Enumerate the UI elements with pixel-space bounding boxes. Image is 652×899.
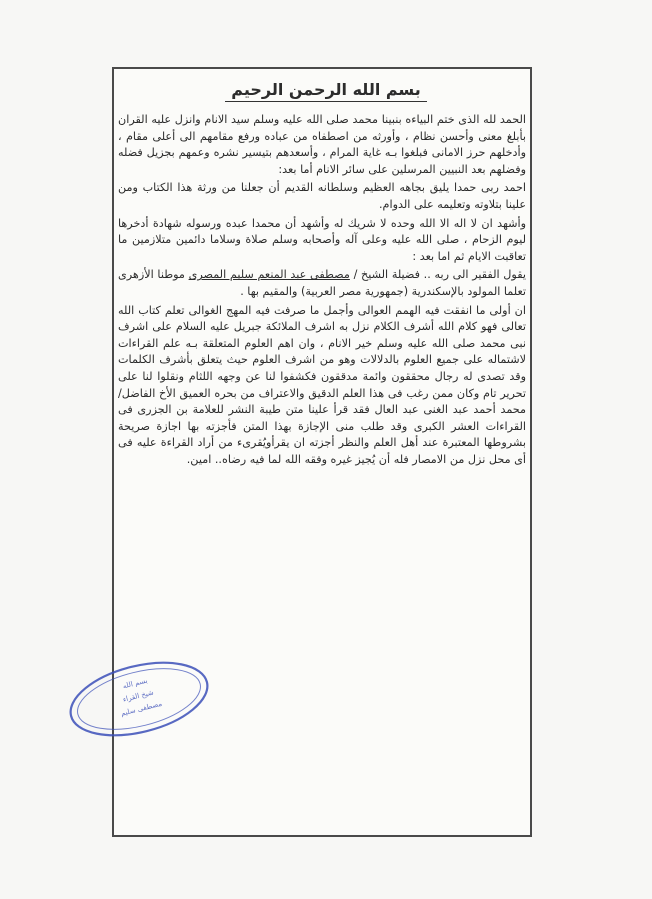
paragraph-intro (118, 267, 526, 300)
basmala-heading (0, 80, 652, 99)
teacher-name: مصطفى عبد المنعم سليم المصرى (188, 268, 350, 282)
paragraph-praise: احمد ربى حمدا يليق بجاهه العظيم وسلطانه القديم أن جعلنا من ورثة هذا الكتاب ومن علينا بتلاوته وتعليمه على الدوام. (118, 181, 526, 211)
paragraph-testimony: وأشهد ان لا اله الا الله وحده لا شريك له وأشهد أن محمدا عبده ورسوله شهادة أدخرها ليوم الزحام ، صلى الله عليه وعلى آله وأصحابه وسلم صلاة وسلاما دائمين متلازمين ما تعاقبت الايام ثم اما بعد : (118, 216, 526, 263)
intro-prefix: يقول الفقير الى ربه .. فضيلة الشيخ / (349, 268, 526, 282)
paragraph-opening: الحمد لله الذى ختم البياءه بنبينا محمد صلى الله عليه وسلم سيد الانام وانزل عليه القران بأبلغ معنى وأحسن نظام ، وأورثه من اصطفاه من عباده ورفع مقامهم الى أعلى مقام ، وأدخلهم حرز الامانى فبلغوا بـه غاية المرام ، وأسعدهم بتيسير نشره وعمهم بجزيل فضله وفضلهم بعد النبيين المرسلين على سائر الانام أما بعد: (118, 113, 526, 176)
certificate-body (118, 112, 526, 470)
intro-suffix: موطنا الأزهرى تعلما المولود بالإسكندرية (جمهورية مصر العربية) والمقيم بها . (118, 268, 526, 298)
basmala-text: بسم الله الرحمن الرحيم (225, 80, 426, 102)
stamp-line-3: مصطفى سليم (120, 699, 163, 718)
paragraph-ijazah: ان أولى ما انفقت فيه الهمم العوالى وأجمل ما صرفت فيه المهج الغوالى تعلم كتاب الله تعالى فهو كلام الله أشرف الكلام نزل به اشرف الملائكة جبريل عليه السلام على اشرف نبى محمد صلى الله عليه وسلم خير الانام ، وان اهم العلوم المتعلقة بـه علم القراءات لاشتماله على جميع العلوم بالدلالات وهو من اشرف العلوم حيث يتعلق بأشرف الكلمات وقد تصدى له رجال محققون وائمة مدققون فكشفوا لنا عن وجهه اللثام ونقلوا لنا على تحرير تام وكان ممن رغب فى هذا العلم الدقيق والاعتراف من بحره العميق الأخ الفاضل/محمد أحمد عبد الغنى عبد العال فقد قرأ علينا متن طيبة النشر للعلامة بن الجزرى فى القراءات العشر الكبرى وقد طلب منى الإجازة بهذا المتن فأجزته بها اجازة صريحة بشروطها المعتبرة عند أهل العلم والنظر أجزته ان يقرأويُقرىء من أراد القراءة عليه فى أى محل نزل من الامصار فله أن يُجيز غيره وفقه الله لما فيه رضاه.. امين. (118, 303, 526, 466)
stamp-line-1: بسم الله (121, 676, 149, 691)
official-stamp (64, 660, 214, 738)
stamp-line-2: شيخ القراء (122, 688, 155, 704)
